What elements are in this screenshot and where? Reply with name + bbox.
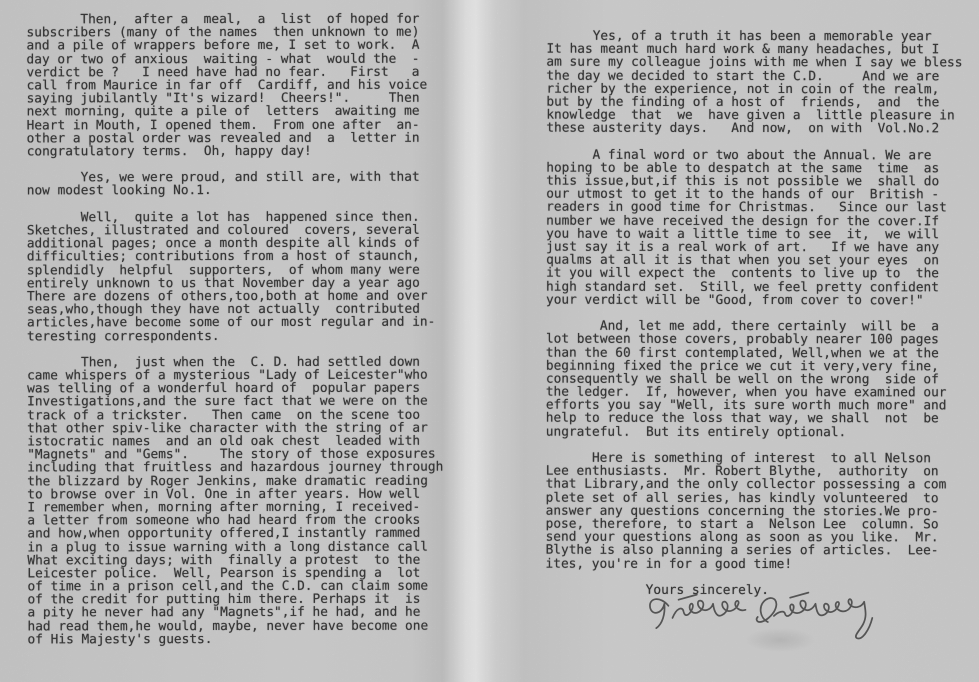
typewritten-line: Well, quite a lot has happened since then. xyxy=(26,209,420,226)
typewritten-line: of time in a prison cell,and the C.D. can claim some xyxy=(27,578,429,595)
typewritten-line: now modest looking No.1. xyxy=(26,183,212,199)
typewritten-line: There are dozens of others,too,both at home and over xyxy=(26,288,428,305)
typewritten-line: Investigations,and the sure fact that we were on the xyxy=(27,394,428,410)
typewritten-line: Yours sincerely. xyxy=(545,582,769,598)
typewritten-line: Heart in Mouth, I opened them. From one after an- xyxy=(26,117,420,133)
paper-smudge xyxy=(745,628,815,652)
typewritten-line: difficulties; contributions from a host of staunch, xyxy=(26,249,420,265)
typewritten-line: track of a trickster. Then came on the scene too xyxy=(27,407,421,423)
typewritten-line: beginning fixed the price we cut it very,very fine, xyxy=(545,358,939,375)
typewritten-line: help to reduce the loss that way, we shall not be xyxy=(545,411,939,427)
typewritten-line: including that fruitless and hazardous journey through xyxy=(27,460,444,476)
typewritten-line: entirely unknown to us that November day a year ago xyxy=(26,275,420,292)
typewritten-line: Yes, we were proud, and still are, with that xyxy=(26,169,420,186)
typewritten-line: readers in good time for Christmas. Since our last xyxy=(546,200,947,216)
typewritten-line: saying jubilantly "It's wizard! Cheers!". Then xyxy=(26,90,420,107)
typewritten-line: it you will expect the contents to live up to the xyxy=(546,266,940,282)
typewritten-line: but by the finding of a host of friends, and the xyxy=(546,94,940,111)
right-page-text xyxy=(546,30,963,598)
typewritten-line: the blizzard by Roger Jenkins, make dramatic reading xyxy=(27,473,428,489)
typewritten-line: answer any questions concerning the stories.We pro- xyxy=(545,503,939,520)
typewritten-line: knowledge that we have given a little pleasure in xyxy=(546,107,955,124)
typewritten-line: splendidly helpful supporters, of whom many were xyxy=(26,262,420,278)
typewritten-line: a pity he never had any "Magnets",if he had, and he xyxy=(27,605,421,621)
typewritten-line: was telling of a wonderful hoard of popular papers xyxy=(27,380,421,397)
typewritten-line: Blythe is also planning a series of articles. Lee- xyxy=(545,542,939,559)
typewritten-line: call from Maurice in far off Cardiff, and his voice xyxy=(26,77,428,94)
typewritten-line: next morning, quite a pile of letters awaiting me xyxy=(26,103,420,120)
typewritten-line: came whispers of a mysterious "Lady of Leicester"who xyxy=(27,367,428,384)
typewritten-line: It has meant much hard work & many headaches, but I xyxy=(546,41,940,58)
typewritten-line: articles,have become some of our most regular and in- xyxy=(26,314,436,331)
typewritten-line: and how,when opportunity offered,I instantly rammed xyxy=(27,525,421,542)
typewritten-line: your verdict will be "Good, from cover to cover!" xyxy=(546,292,924,309)
typewritten-line: than the 60 first contemplated, Well,when we at the xyxy=(545,345,939,361)
typewritten-line: additional pages; once a month despite all kinds of xyxy=(26,235,420,252)
typewritten-line: just say it is a real work of art. If we have any xyxy=(546,239,940,256)
typewritten-line: Sketches, illustrated and coloured covers, several xyxy=(26,222,420,239)
typewritten-line: you have to wait a little time to see it, we will xyxy=(546,226,940,243)
typewritten-line: other a postal order was revealed and a letter in xyxy=(26,130,420,147)
typewritten-line: that Library,and the only collector possessing a com xyxy=(545,477,947,493)
typewritten-line: Leicester police. Well, Pearson is spending a lot xyxy=(27,565,421,582)
typewritten-line: am sure my colleague joins with me when I say we bless xyxy=(546,55,963,71)
typewritten-line: of the credit for putting him there. Perhaps it is xyxy=(27,591,421,608)
typewritten-line: day or two of anxious waiting - what would the - xyxy=(26,51,420,67)
typewritten-line: the ledger. If, however, when you have examined our xyxy=(545,384,947,401)
typewritten-line: a letter from someone who had heard from the crooks xyxy=(27,512,421,529)
typewritten-line: teresting correspondents. xyxy=(26,328,220,344)
typewritten-line: verdict be ? I need have had no fear. First a xyxy=(26,64,420,81)
typewritten-line: had read them,he would, maybe, never have become one xyxy=(27,618,429,634)
typewritten-line: Lee enthusiasts. Mr. Robert Blythe, authority on xyxy=(545,463,939,480)
typewritten-line: What exciting days; with finally a protest to the xyxy=(27,552,421,569)
typewritten-line: of His Majesty's guests. xyxy=(27,631,213,648)
typewritten-line: Then, after a meal, a list of hoped for xyxy=(26,11,420,28)
typewritten-line: send your questions along as soon as you like. Mr. xyxy=(545,529,939,546)
typewritten-line: subscribers (many of the names then unknown to me) xyxy=(26,24,420,41)
typewritten-line: qualms at all it is that when you set your eyes on xyxy=(546,252,940,269)
page-gutter xyxy=(440,0,540,682)
typewritten-line: high standard set. Still, we feel pretty confident xyxy=(546,279,939,295)
typewritten-line: ites, you're in for a good time! xyxy=(545,556,793,572)
typewritten-line: to browse over in Vol. One in after years. How well xyxy=(27,486,421,503)
typewritten-line: Then, just when the C. D. had settled down xyxy=(27,354,421,371)
typewritten-line: this issue,but,if this is not possible we shall do xyxy=(546,173,940,190)
typewritten-line: A final word or two about the Annual. We are xyxy=(546,147,932,163)
typewritten-line: pose, therefore, to start a Nelson Lee column. So xyxy=(545,516,939,533)
left-page-text xyxy=(26,13,443,647)
typewritten-line: "Magnets" and "Gems". The story of those exposures xyxy=(27,446,436,463)
typewritten-line: I remember when, morning after morning, I received- xyxy=(27,499,421,516)
typewritten-line: ungrateful. But its entirely optional. xyxy=(545,424,847,440)
typewritten-line: these austerity days. And now, on with Vol.No.2 xyxy=(546,120,940,137)
typewritten-line: istocratic names and an old oak chest leaded with xyxy=(27,433,421,450)
typewritten-line: congratulatory terms. Oh, happy day! xyxy=(26,143,312,160)
typewritten-line: that other spiv-like character with the string of ar xyxy=(27,420,428,437)
typewritten-line: in a plug to issue warning with a long distance call xyxy=(27,539,429,555)
typewritten-line: Yes, of a truth it has been a memorable year xyxy=(546,28,932,45)
typewritten-line: the day we decided to start the C.D. And we are xyxy=(546,68,940,84)
typewritten-line: plete set of all series, has kindly volunteered to xyxy=(545,490,939,506)
typewritten-line: consequently we shall be well on the wrong side of xyxy=(545,371,939,388)
typewritten-line: richer by the experience, not in coin of the realm, xyxy=(546,81,940,98)
typewritten-line: lot between those covers, probably nearer 100 pages xyxy=(545,331,939,348)
typewritten-line: And, let me add, there certainly will be a xyxy=(545,318,939,335)
typewritten-line: Here is something of interest to all Nelson xyxy=(545,450,931,467)
typewritten-line: number we have received the design for the cover.If xyxy=(546,213,940,229)
typewritten-line: seas,who,though they have not actually contributed xyxy=(26,301,420,318)
typewritten-line: hoping to be able to despatch at the same time as xyxy=(546,160,940,177)
typewritten-line: and a pile of wrappers before me, I set to work. A xyxy=(26,38,420,54)
typewritten-line: our utmost to get it to the hands of our British - xyxy=(546,186,940,203)
typewritten-line: efforts you say "Well, its sure worth much more" and xyxy=(545,397,947,414)
